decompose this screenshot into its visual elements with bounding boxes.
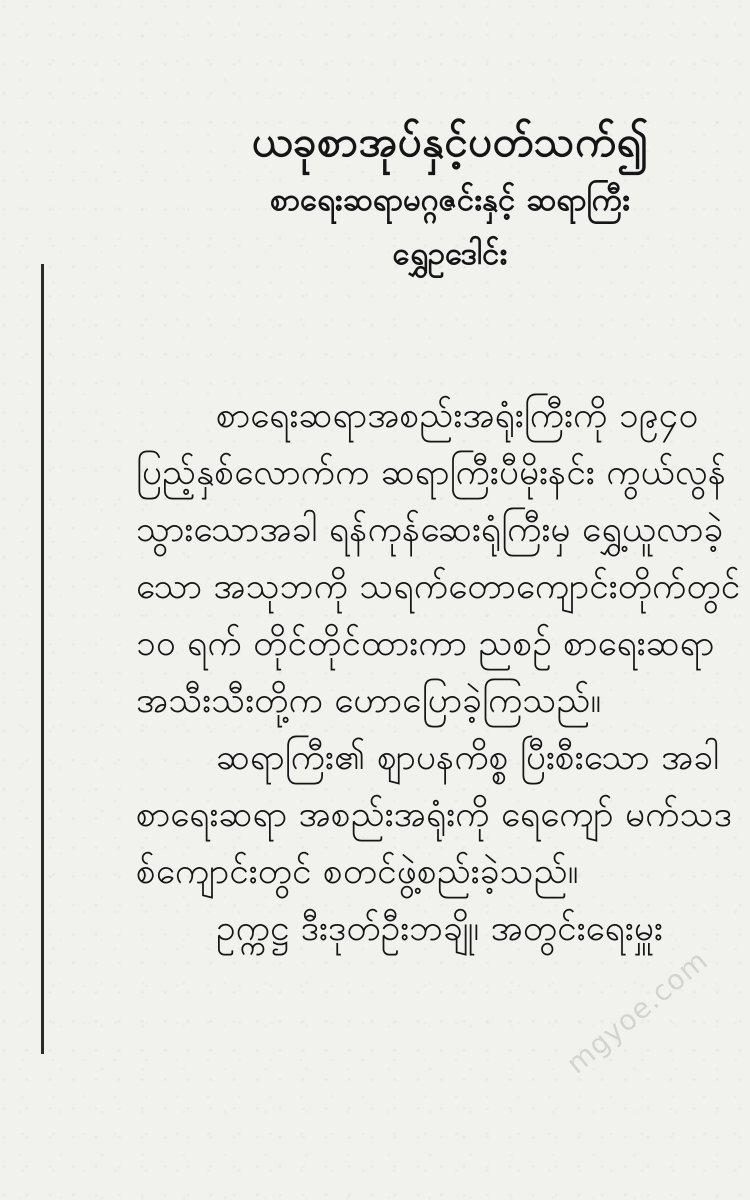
- watermark: mgyoe.com: [560, 943, 715, 1081]
- left-margin-rule: [41, 264, 44, 1054]
- paragraph-2: ဆရာကြီး၏ ဈာပနကိစ္စ ပြီးစီးသော အခါ စာရေးဆရာ အစည်းအရုံးကို ရေကျော် မက်သဒစ်ကျောင်းတွင် စတင်ဖွဲ့စည်းခဲ့သည်။: [136, 738, 733, 892]
- author-name: ရွှေဥဒေါင်း: [392, 236, 508, 272]
- paragraph-1: စာရေးဆရာအစည်းအရုံးကြီးကို ၁၉၄၀ ပြည့်နှစ်လောက်က ဆရာကြီးပီမိုးနင်း ကွယ်လွန်သွားသောအခါ ရန်ကုန်ဆေးရုံကြီးမှ ရွှေ့ယူလာခဲ့သော အသုဘကို သရက်တောကျောင်းတိုက်တွင် ၁၀ ရက် တိုင်တိုင်ထားကာ ညစဉ် စာရေးဆရာ အသီးသီးတို့က ဟောပြောခဲ့ကြသည်။: [136, 396, 741, 721]
- subtitle: စာရေးဆရာမဂ္ဂဇင်းနှင့် ဆရာကြီး: [269, 182, 631, 218]
- title-block: [150, 112, 750, 280]
- body-text: [136, 388, 746, 958]
- paragraph-3: ဥက္ကဋ္ဌ ဒီးဒုတ်ဦးဘချို၊ အတွင်းရေးမှူး: [216, 909, 663, 949]
- page-title: ယခုစာအုပ်နှင့်ပတ်သက်၍: [251, 117, 649, 166]
